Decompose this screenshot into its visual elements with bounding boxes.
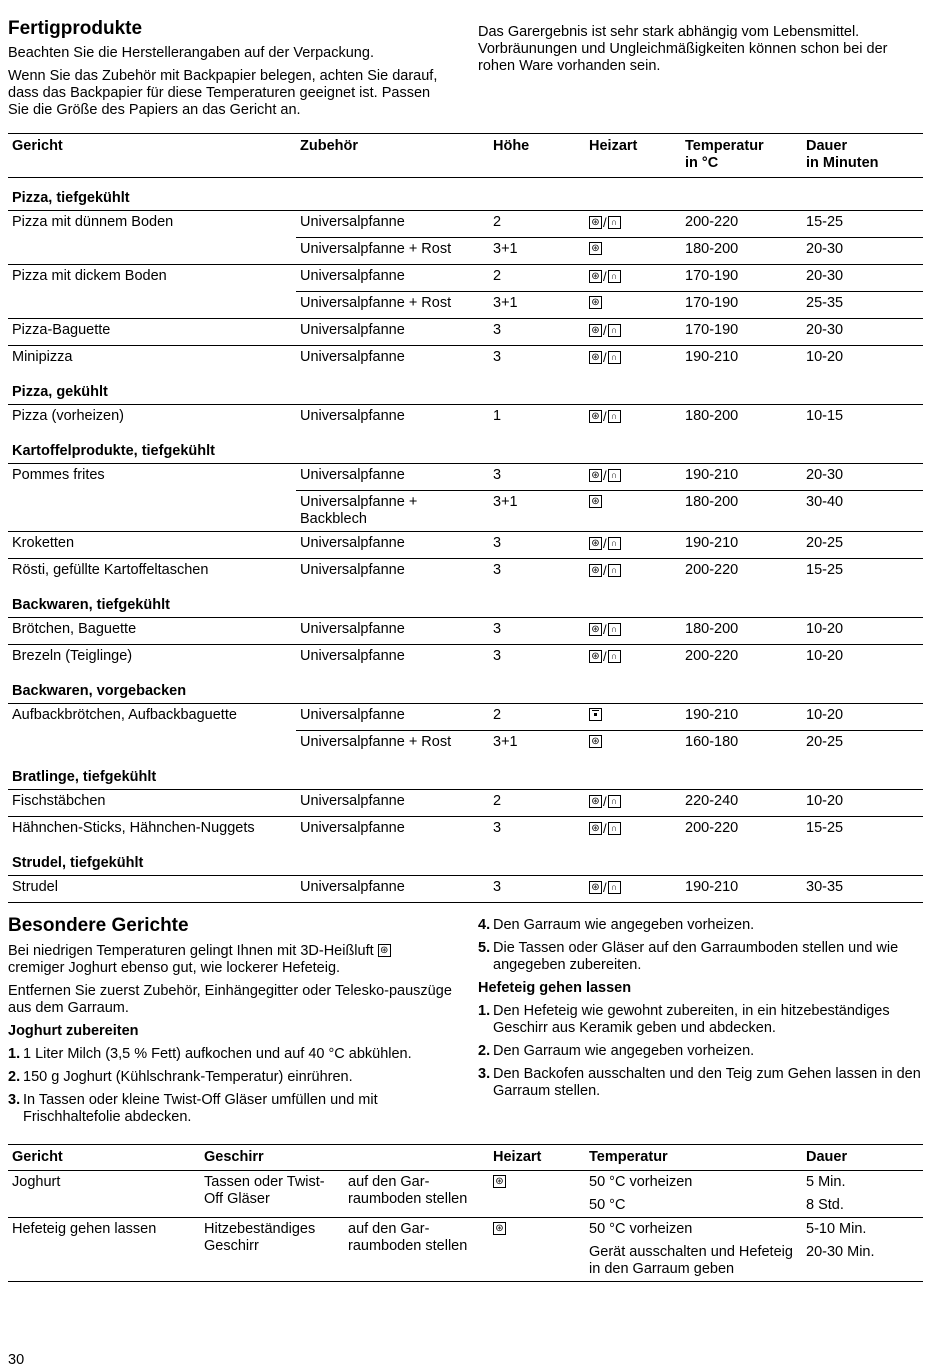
slash-separator-icon: / (603, 215, 607, 230)
table-row (8, 491, 923, 532)
heat-type (589, 794, 621, 810)
t2-dish: Hefeteig gehen lassen (8, 1218, 200, 1282)
table-row (8, 1171, 923, 1218)
header-hoehe: Höhe (489, 134, 585, 178)
t2-heat (489, 1171, 585, 1218)
header-dauer-line1: Dauer (806, 138, 848, 154)
pizza-setting-icon (608, 410, 621, 423)
fan-heat-icon (589, 216, 602, 229)
joghurt-step-5: 5. Die Tassen oder Gläser auf den Garraumboden stellen und wie angegeben zubereiten. (478, 940, 899, 973)
pizza-setting-icon (608, 324, 621, 337)
cell-level: 3+1 (489, 238, 585, 265)
pizza-setting-icon (608, 650, 621, 663)
pizza-setting-icon (608, 270, 621, 283)
cell-duration: 10-15 (806, 408, 844, 424)
intro-paragraph-1: Beachten Sie die Herstellerangaben auf der Verpackung. (8, 45, 374, 61)
cell-temperature: 170-190 (681, 319, 802, 346)
table-row (8, 319, 923, 346)
joghurt-step-4-text: Den Garraum wie angegeben vorheizen. (493, 917, 755, 933)
header-dauer (802, 134, 923, 178)
heat-type (589, 707, 602, 723)
cell-accessory: Universalpfanne (300, 793, 405, 809)
cell-level: 3 (489, 817, 585, 844)
cell-level: 2 (493, 707, 502, 723)
cell-dish: Minipizza (8, 346, 296, 373)
cell-temperature: 190-210 (681, 346, 802, 373)
section-title-fertigprodukte: Fertigprodukte (8, 18, 143, 39)
cell-dish: Brezeln (Teiglinge) (8, 645, 296, 672)
t2-temp (585, 1218, 802, 1282)
header-heizart: Heizart (585, 134, 681, 178)
cell-temperature: 200-220 (681, 817, 802, 844)
heat-type (589, 468, 621, 484)
slash-separator-icon: / (603, 622, 607, 637)
heat-type (589, 734, 602, 750)
cell-heat (585, 876, 681, 903)
joghurt-step-1-text: 1 Liter Milch (3,5 % Fett) aufkochen und auf 40 °C abkühlen. (23, 1046, 412, 1062)
cell-duration: 20-25 (802, 532, 923, 559)
fertigprodukte-table-body (8, 178, 923, 903)
cell-accessory: Universalpfanne (296, 532, 489, 559)
pizza-setting-icon (608, 881, 621, 894)
cell-temperature: 200-220 (681, 559, 802, 586)
cell-heat (585, 292, 681, 319)
joghurt-steps-a (8, 1046, 453, 1126)
table-row (8, 559, 923, 586)
cell-level: 3 (489, 346, 585, 373)
t2-header-gericht: Gericht (8, 1145, 200, 1171)
heat-type (589, 880, 621, 896)
pizza-setting-icon (608, 537, 621, 550)
cell-accessory: Universalpfanne (296, 265, 489, 292)
besondere-paragraph-1b: cremiger Joghurt ebenso gut, wie lockerer Hefeteig. (8, 960, 341, 976)
cell-level: 3 (493, 879, 502, 895)
hefe-step-2: 2. Den Garraum wie angegeben vorheizen. (478, 1043, 755, 1059)
fan-heat-icon (589, 795, 602, 808)
slash-separator-icon: / (603, 350, 607, 365)
cell-accessory: Universalpfanne (300, 707, 405, 723)
t2-time-b: 20-30 Min. (806, 1244, 875, 1260)
cell-dish: Rösti, gefüllte Kartoffeltaschen (8, 559, 296, 586)
cell-duration: 20-30 (802, 265, 923, 292)
heat-type (589, 622, 621, 638)
fan-heat-icon (589, 564, 602, 577)
group-row (8, 671, 923, 704)
hefe-step-1-text: Den Hefeteig wie gewohnt zubereiten, in ein hitzebeständiges Geschirr aus Keramik geben und abdecken. (493, 1003, 890, 1036)
cell-accessory: Universalpfanne + Rost (296, 731, 489, 758)
cell-dish (8, 731, 296, 758)
cell-level: 2 (493, 214, 502, 230)
joghurt-step-3: 3. In Tassen oder kleine Twist-Off Gläser umfüllen und mit Frischhaltefolie abdecken. (8, 1092, 378, 1125)
heat-type (589, 295, 602, 311)
intro-paragraph-3: Das Garergebnis ist sehr stark abhängig vom Lebensmittel. Vorbräunungen und Ungleichmäßigkeiten können schon bei der rohen Ware vorhanden sein. (478, 24, 888, 74)
header-zubehoer: Zubehör (296, 134, 489, 178)
cell-heat (585, 238, 681, 265)
group-row (8, 757, 923, 790)
cell-temperature: 160-180 (681, 731, 802, 758)
besondere-table (8, 1144, 923, 1282)
group-label: Backwaren, tiefgekühlt (8, 585, 923, 618)
t2-temp-a: 50 °C vorheizen (589, 1221, 693, 1237)
slash-separator-icon: / (603, 794, 607, 809)
joghurt-step-4: 4. Den Garraum wie angegeben vorheizen. (478, 917, 755, 933)
cell-duration: 10-20 (806, 793, 844, 809)
slash-separator-icon: / (603, 880, 607, 895)
t2-temp (585, 1171, 802, 1218)
cell-heat (585, 790, 681, 817)
t2-header-heizart: Heizart (489, 1145, 585, 1171)
cell-dish: Kroketten (8, 532, 296, 559)
heat-type (589, 323, 621, 339)
fan-heat-icon (589, 735, 602, 748)
cell-temperature: 190-210 (685, 879, 739, 895)
cell-dish: Fischstäbchen (12, 793, 106, 809)
header-dauer-line2: in Minuten (806, 155, 879, 171)
cell-heat (585, 265, 681, 292)
cell-level: 3+1 (489, 292, 585, 319)
cell-heat (585, 491, 681, 532)
cell-accessory: Universalpfanne (300, 214, 405, 230)
table-row (8, 790, 923, 817)
cell-level: 3+1 (489, 731, 585, 758)
slash-separator-icon: / (603, 269, 607, 284)
fan-heat-icon (589, 537, 602, 550)
fertigprodukte-table (8, 133, 923, 903)
cell-dish: Pizza-Baguette (8, 319, 296, 346)
joghurt-subtitle: Joghurt zubereiten (8, 1023, 139, 1039)
cell-accessory: Universalpfanne (296, 817, 489, 844)
heat-type (589, 269, 621, 285)
t2-time-a: 5-10 Min. (806, 1221, 867, 1237)
t2-header-temperatur: Temperatur (585, 1145, 802, 1171)
table-row (8, 292, 923, 319)
cell-heat (585, 464, 681, 491)
cell-temperature: 220-240 (685, 793, 739, 809)
group-label: Backwaren, vorgebacken (8, 671, 923, 704)
t2-dishware: Tassen oder Twist-Off Gläser (204, 1174, 325, 1207)
cell-duration: 15-25 (802, 817, 923, 844)
slash-separator-icon: / (603, 409, 607, 424)
table-row (8, 618, 923, 645)
cell-level: 3 (489, 319, 585, 346)
cell-duration: 30-35 (806, 879, 844, 895)
heat-type (589, 215, 621, 231)
hefe-step-3-text: Den Backofen ausschalten und den Teig zum Gehen lassen in den Garraum stellen. (493, 1066, 921, 1099)
heat-type (589, 536, 621, 552)
besondere-paragraph-2: Entfernen Sie zuerst Zubehör, Einhängegitter oder Telesko-pauszüge aus dem Garraum. (8, 983, 452, 1016)
t2-temp-a: 50 °C vorheizen (589, 1174, 693, 1190)
cell-duration: 10-20 (802, 346, 923, 373)
intro-paragraph-2: Wenn Sie das Zubehör mit Backpapier belegen, achten Sie darauf, dass das Backpapier für diese Temperaturen geeignet ist. Passen Sie die Größe des Papiers an das Gericht an. (8, 68, 438, 118)
cell-dish (8, 292, 296, 319)
fan-heat-icon (589, 324, 602, 337)
group-label: Pizza, gekühlt (8, 372, 923, 405)
table-row (8, 405, 923, 432)
top-bottom-heat-icon (589, 708, 602, 721)
cell-dish: Pommes frites (12, 467, 105, 483)
cell-duration: 20-25 (802, 731, 923, 758)
cell-temperature: 180-200 (681, 238, 802, 265)
pizza-setting-icon (608, 623, 621, 636)
table-row (8, 464, 923, 491)
pizza-setting-icon (608, 795, 621, 808)
cell-accessory: Universalpfanne + Rost (296, 292, 489, 319)
besondere-paragraph-1a: Bei niedrigen Temperaturen gelingt Ihnen mit 3D-Heißluft (8, 943, 374, 959)
group-label: Kartoffelprodukte, tiefgekühlt (8, 431, 923, 464)
group-label: Pizza, tiefgekühlt (8, 178, 923, 211)
joghurt-step-1: 1. 1 Liter Milch (3,5 % Fett) aufkochen und auf 40 °C abkühlen. (8, 1046, 412, 1062)
t2-header-dauer: Dauer (802, 1145, 923, 1171)
t2-temp-b: 50 °C (589, 1197, 626, 1213)
intro-right (478, 18, 923, 125)
cell-accessory: Universalpfanne (300, 621, 405, 637)
heat-type (589, 563, 621, 579)
cell-level: 3 (493, 621, 502, 637)
heat-type (589, 350, 621, 366)
cell-accessory: Universalpfanne (296, 559, 489, 586)
cell-temperature: 170-190 (681, 292, 802, 319)
table-row (8, 265, 923, 292)
cell-temperature: 180-200 (685, 621, 739, 637)
fan-heat-icon (589, 822, 602, 835)
table-row (8, 346, 923, 373)
cell-temperature: 190-210 (685, 707, 739, 723)
joghurt-steps-b (478, 917, 923, 974)
cell-duration: 30-40 (802, 491, 923, 532)
header-temperatur-line2: in °C (685, 155, 719, 171)
hefe-subtitle: Hefeteig gehen lassen (478, 980, 632, 996)
cell-accessory: Universalpfanne (300, 879, 405, 895)
cell-heat (585, 618, 681, 645)
cell-temperature: 200-220 (685, 214, 739, 230)
hefe-step-2-text: Den Garraum wie angegeben vorheizen. (493, 1043, 755, 1059)
cell-accessory: Universalpfanne (296, 645, 489, 672)
cell-duration: 20-30 (802, 238, 923, 265)
fan-heat-icon (589, 650, 602, 663)
cell-dish: Brötchen, Baguette (12, 621, 137, 637)
slash-separator-icon: / (603, 536, 607, 551)
table-row (8, 731, 923, 758)
t2-dishware: Hitzebeständiges Geschirr (200, 1218, 344, 1282)
cell-level: 3 (489, 532, 585, 559)
table-row (8, 532, 923, 559)
table-header-row (8, 134, 923, 178)
group-label: Strudel, tiefgekühlt (8, 843, 923, 876)
group-row (8, 178, 923, 211)
joghurt-step-2-text: 150 g Joghurt (Kühlschrank-Temperatur) einrühren. (23, 1069, 353, 1085)
cell-accessory: Universalpfanne (296, 319, 489, 346)
cell-duration: 10-20 (802, 645, 923, 672)
t2-place: auf den Gar-raumboden stellen (348, 1174, 468, 1207)
cell-duration: 15-25 (806, 214, 844, 230)
t2-time-b: 8 Std. (806, 1197, 844, 1213)
cell-heat (585, 211, 681, 238)
t2-place: auf den Gar-raumboden stellen (344, 1218, 489, 1282)
group-row (8, 585, 923, 618)
cell-dish (8, 491, 296, 532)
slash-separator-icon: / (603, 821, 607, 836)
fan-heat-icon (589, 495, 602, 508)
fan-heat-icon (589, 351, 602, 364)
t2-heat (489, 1218, 585, 1282)
section-title-besondere: Besondere Gerichte (8, 915, 189, 936)
fan-heat-icon (589, 242, 602, 255)
hefe-step-3: 3. Den Backofen ausschalten und den Teig zum Gehen lassen in den Garraum stellen. (478, 1066, 921, 1099)
cell-duration: 10-20 (806, 707, 844, 723)
cell-level: 3 (493, 467, 502, 483)
page (8, 18, 923, 1282)
t2-temp-b: Gerät ausschalten und Hefeteig in den Garraum geben (589, 1244, 793, 1277)
group-row (8, 372, 923, 405)
intro-columns (8, 18, 923, 125)
fan-heat-icon (589, 296, 602, 309)
cell-dish: Aufbackbrötchen, Aufbackbaguette (12, 707, 237, 723)
intro-left (8, 18, 453, 125)
cell-duration: 25-35 (802, 292, 923, 319)
table-row (8, 1218, 923, 1282)
cell-level: 3+1 (489, 491, 585, 532)
fan-heat-icon (589, 410, 602, 423)
cell-accessory: Universalpfanne (300, 408, 405, 424)
cell-temperature: 200-220 (681, 645, 802, 672)
besondere-right (478, 903, 923, 1132)
table2-header-row (8, 1145, 923, 1171)
cell-heat (585, 817, 681, 844)
joghurt-step-3-text: In Tassen oder kleine Twist-Off Gläser umfüllen und mit Frischhaltefolie abdecken. (23, 1092, 378, 1125)
cell-level: 1 (493, 408, 502, 424)
slash-separator-icon: / (603, 323, 607, 338)
header-gericht: Gericht (8, 134, 296, 178)
cell-level: 2 (493, 793, 502, 809)
joghurt-step-2: 2. 150 g Joghurt (Kühlschrank-Temperatur) einrühren. (8, 1069, 353, 1085)
group-row (8, 431, 923, 464)
cell-dish: Pizza (vorheizen) (12, 408, 125, 424)
cell-heat (585, 559, 681, 586)
cell-temperature: 180-200 (681, 491, 802, 532)
table-row (8, 211, 923, 238)
cell-accessory: Universalpfanne (300, 467, 405, 483)
cell-duration: 15-25 (802, 559, 923, 586)
table-row (8, 238, 923, 265)
cell-level: 3 (489, 645, 585, 672)
pizza-setting-icon (608, 351, 621, 364)
cell-heat (585, 704, 681, 731)
t2-header-geschirr: Geschirr (200, 1145, 489, 1171)
besondere-paragraph-1 (8, 943, 453, 977)
cell-duration: 20-30 (806, 467, 844, 483)
fan-heat-icon (493, 1175, 506, 1188)
header-temperatur (681, 134, 802, 178)
slash-separator-icon: / (603, 563, 607, 578)
cell-duration: 20-30 (802, 319, 923, 346)
besondere-left (8, 903, 453, 1132)
cell-accessory: Universalpfanne (296, 346, 489, 373)
cell-dish: Hähnchen-Sticks, Hähnchen-Nuggets (8, 817, 296, 844)
hefe-steps (478, 1003, 923, 1100)
page-number: 30 (8, 1352, 25, 1368)
cell-heat (585, 532, 681, 559)
group-row (8, 843, 923, 876)
group-label: Bratlinge, tiefgekühlt (8, 757, 923, 790)
cell-heat (585, 645, 681, 672)
fan-heat-icon (378, 944, 391, 957)
cell-dish: Pizza mit dünnem Boden (12, 214, 174, 230)
pizza-setting-icon (608, 216, 621, 229)
pizza-setting-icon (608, 469, 621, 482)
table-row (8, 876, 923, 903)
t2-dish: Joghurt (12, 1174, 61, 1190)
heat-type (589, 409, 621, 425)
slash-separator-icon: / (603, 649, 607, 664)
cell-temperature: 180-200 (685, 408, 739, 424)
fan-heat-icon (589, 270, 602, 283)
t2-time (802, 1218, 923, 1282)
fan-heat-icon (589, 623, 602, 636)
pizza-setting-icon (608, 564, 621, 577)
cell-dish: Strudel (12, 879, 58, 895)
hefe-step-1: 1. Den Hefeteig wie gewohnt zubereiten, in ein hitzebeständiges Geschirr aus Keramik geben und abdecken. (478, 1003, 890, 1036)
cell-temperature: 170-190 (681, 265, 802, 292)
cell-heat (585, 731, 681, 758)
table-row (8, 704, 923, 731)
cell-heat (585, 319, 681, 346)
fan-heat-icon (589, 881, 602, 894)
t2-time (802, 1171, 923, 1218)
table-row (8, 645, 923, 672)
cell-level: 2 (489, 265, 585, 292)
cell-duration: 10-20 (806, 621, 844, 637)
heat-type (589, 241, 602, 257)
table-row (8, 817, 923, 844)
cell-level: 3 (489, 559, 585, 586)
pizza-setting-icon (608, 822, 621, 835)
fan-heat-icon (493, 1222, 506, 1235)
heat-type (589, 821, 621, 837)
slash-separator-icon: / (603, 468, 607, 483)
joghurt-step-5-text: Die Tassen oder Gläser auf den Garraumboden stellen und wie angegeben zubereiten. (493, 940, 899, 973)
cell-temperature: 190-210 (685, 467, 739, 483)
cell-temperature: 190-210 (681, 532, 802, 559)
cell-dish (8, 238, 296, 265)
besondere-columns (8, 903, 923, 1132)
cell-heat (585, 346, 681, 373)
cell-heat (585, 405, 681, 432)
cell-dish: Pizza mit dickem Boden (8, 265, 296, 292)
cell-accessory: Universalpfanne + Rost (296, 238, 489, 265)
heat-type (589, 649, 621, 665)
header-temperatur-line1: Temperatur (685, 138, 764, 154)
fan-heat-icon (589, 469, 602, 482)
heat-type (589, 494, 602, 510)
t2-time-a: 5 Min. (806, 1174, 846, 1190)
cell-accessory: Universalpfanne + Backblech (296, 491, 489, 532)
